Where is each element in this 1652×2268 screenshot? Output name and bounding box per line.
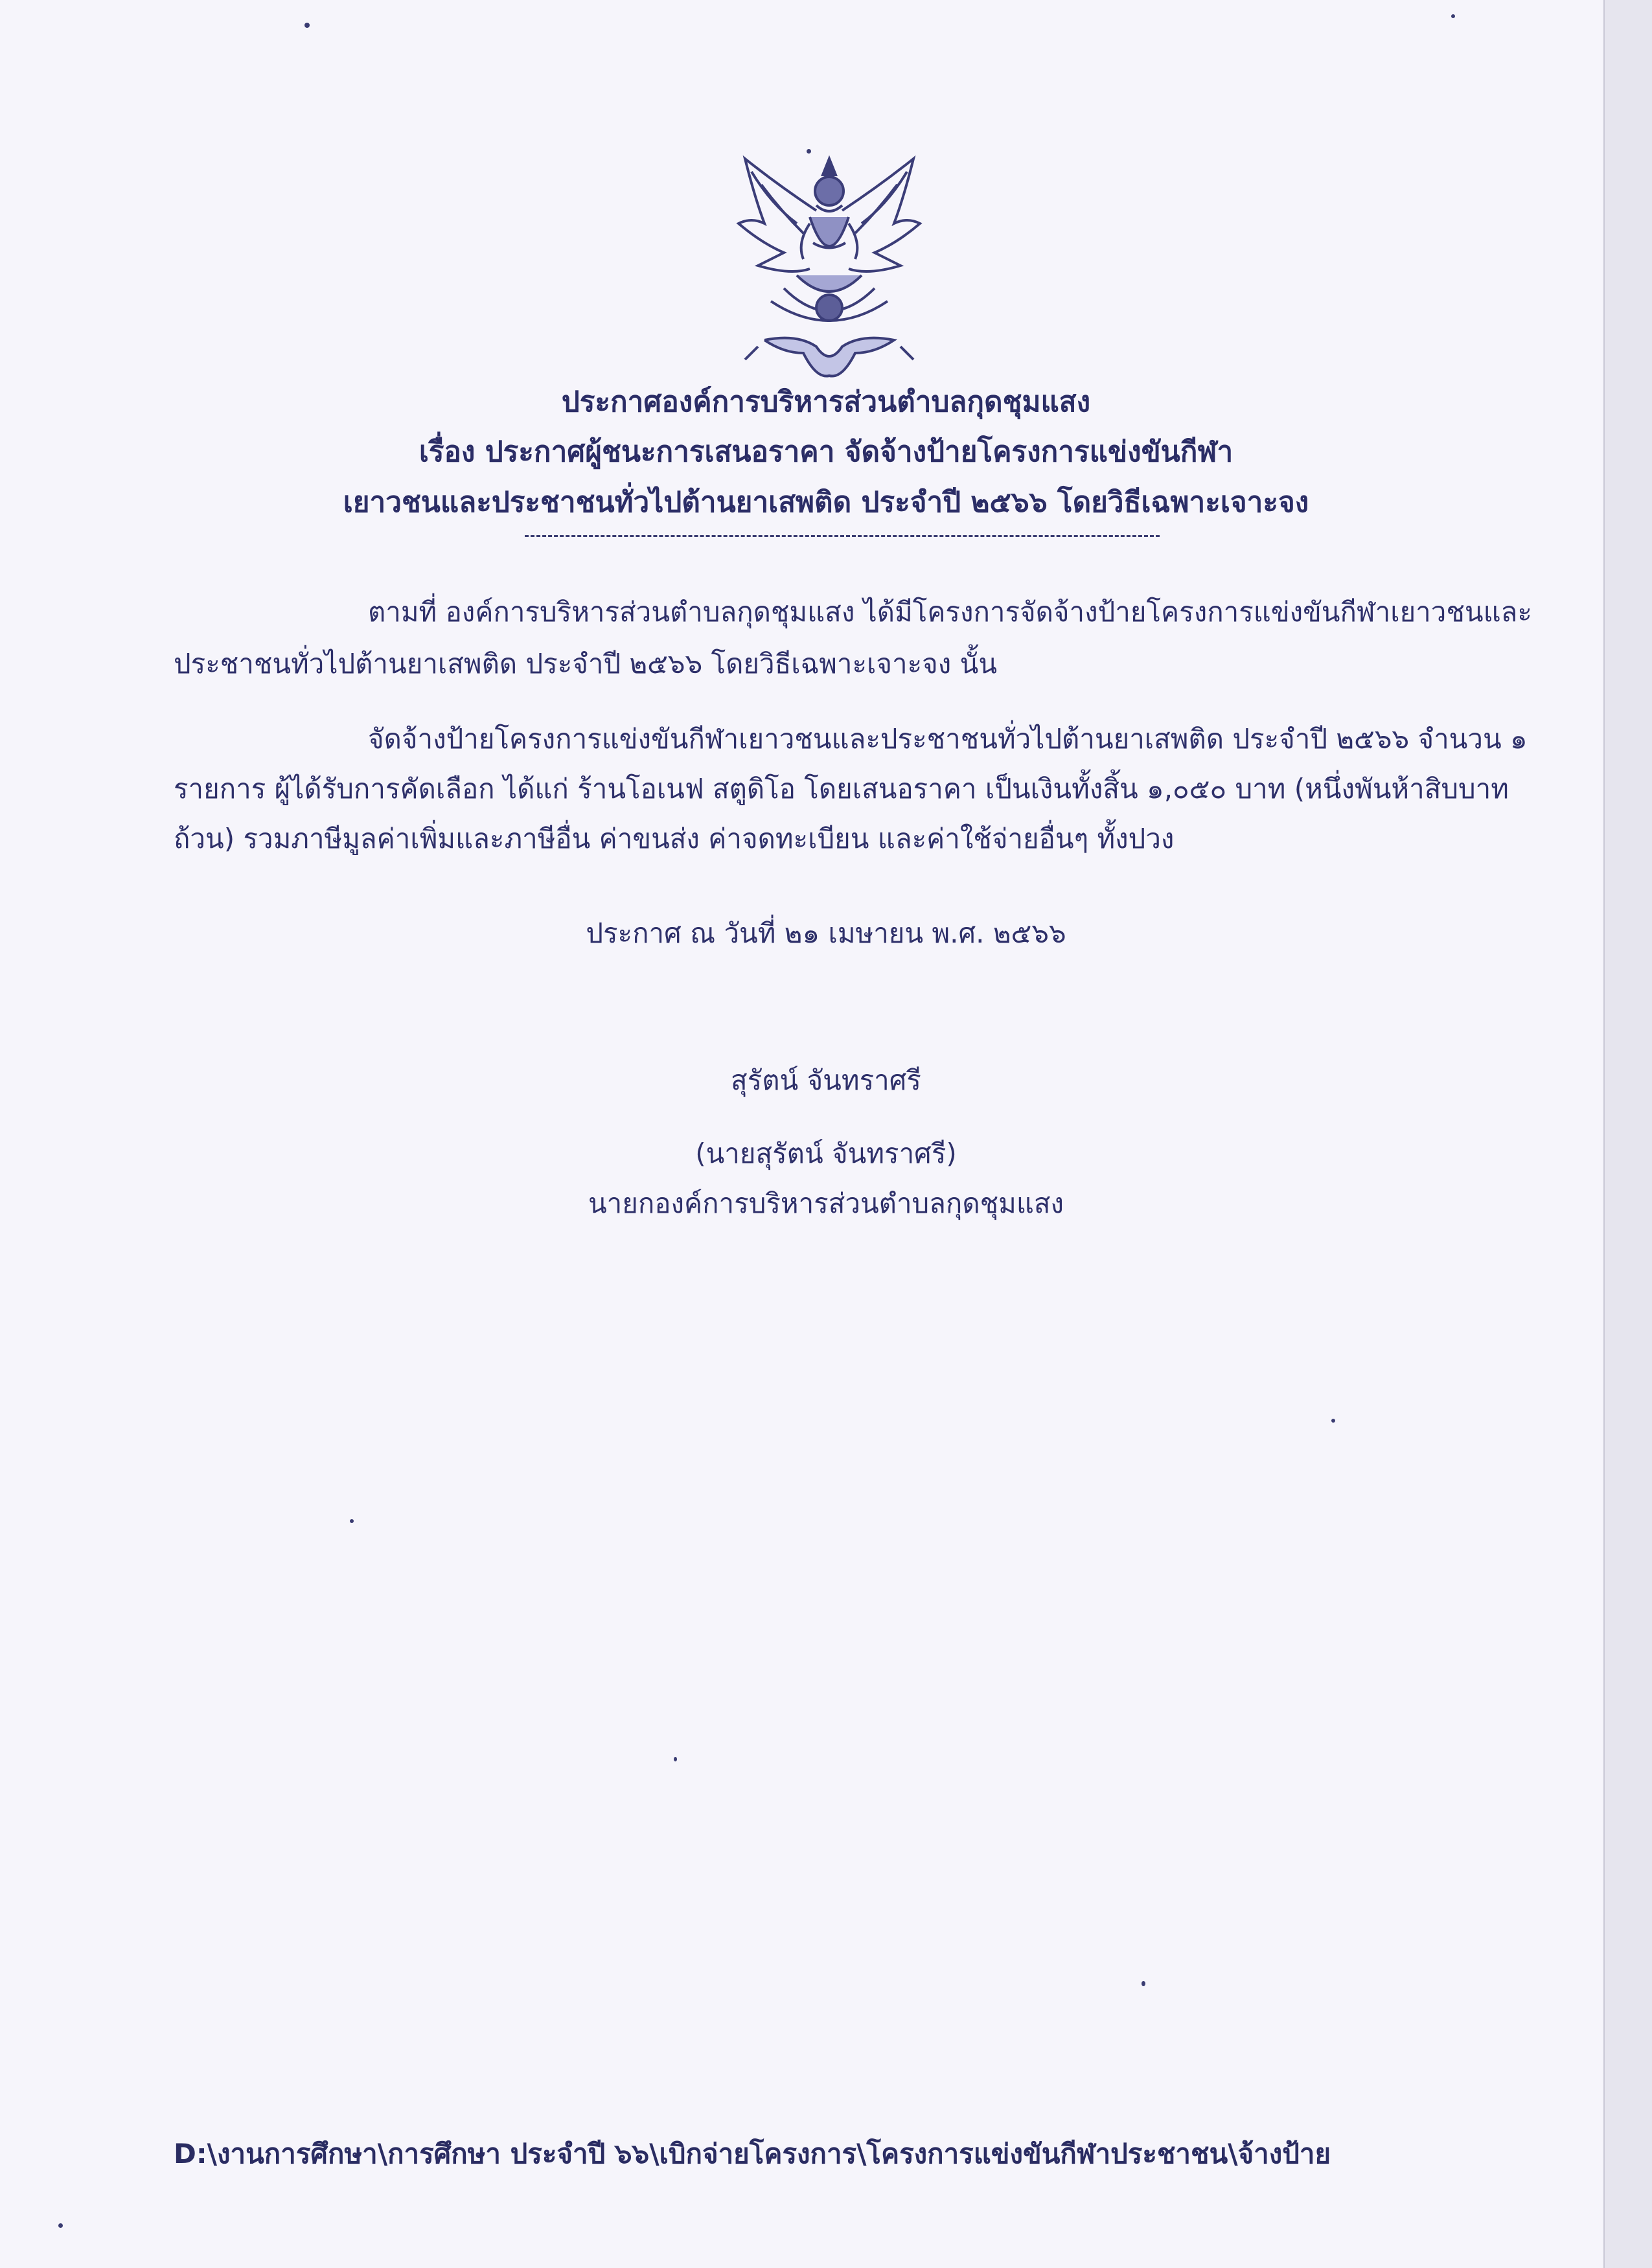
scan-speck (1331, 1419, 1335, 1423)
signature-name: สุรัตน์ จันทราศรี (731, 1064, 921, 1096)
paragraph-2-line-3: ถ้วน) รวมภาษีมูลค่าเพิ่มและภาษีอื่น ค่าขนส่ง ค่าจดทะเบียน และค่าใช้จ่ายอื่นๆ ทั้งปวง (174, 823, 1175, 854)
garuda-emblem (726, 146, 933, 385)
scan-speck (304, 23, 310, 28)
scan-speck (807, 149, 811, 154)
paragraph-1-line-2: ประชาชนทั่วไปต้านยาเสพติด ประจำปี ๒๕๖๖ โดยวิธีเฉพาะเจาะจง นั้น (174, 648, 998, 680)
dashed-divider (525, 535, 1160, 537)
signatory-position: นายกองค์การบริหารส่วนตำบลกุดชุมแสง (588, 1187, 1064, 1219)
scan-speck (350, 1519, 354, 1523)
announcement-subject: เรื่อง ประกาศผู้ชนะการเสนอราคา จัดจ้างป้ายโครงการแข่งขันกีฬา (419, 435, 1233, 468)
signatory-full-name: (นายสุรัตน์ จันทราศรี) (695, 1138, 957, 1169)
scan-background-edge (1603, 0, 1652, 2268)
paragraph-1-line-1: ตามที่ องค์การบริหารส่วนตำบลกุดชุมแสง ได้มีโครงการจัดจ้างป้ายโครงการแข่งขันกีฬาเยาวชนและ (368, 596, 1532, 628)
scan-speck (1451, 14, 1455, 18)
scan-speck (1141, 1981, 1145, 1986)
paragraph-2-line-1: จัดจ้างป้ายโครงการแข่งขันกีฬาเยาวชนและประชาชนทั่วไปต้านยาเสพติด ประจำปี ๒๕๖๖ จำนวน ๑ (368, 723, 1528, 755)
scan-speck (674, 1757, 677, 1761)
paragraph-2-line-2: รายการ ผู้ได้รับการคัดเลือก ได้แก่ ร้านโอเนฟ สตูดิโอ โดยเสนอราคา เป็นเงินทั้งสิ้น ๑,๐๕๐ บาท (หนึ่งพันห้าสิบบาท (174, 773, 1509, 805)
scan-speck (58, 2223, 63, 2228)
file-path-footer: D:\งานการศึกษา\การศึกษา ประจำปี ๖๖\เบิกจ่ายโครงการ\โครงการแข่งขันกีฬาประชาชน\จ้างป้าย (174, 2138, 1331, 2170)
announcement-heading: ประกาศองค์การบริหารส่วนตำบลกุดชุมแสง (561, 385, 1091, 418)
announcement-subject-continued: เยาวชนและประชาชนทั่วไปต้านยาเสพติด ประจำปี ๒๕๖๖ โดยวิธีเฉพาะเจาะจง (343, 486, 1309, 519)
announcement-date: ประกาศ ณ วันที่ ๒๑ เมษายน พ.ศ. ๒๕๖๖ (586, 917, 1066, 949)
